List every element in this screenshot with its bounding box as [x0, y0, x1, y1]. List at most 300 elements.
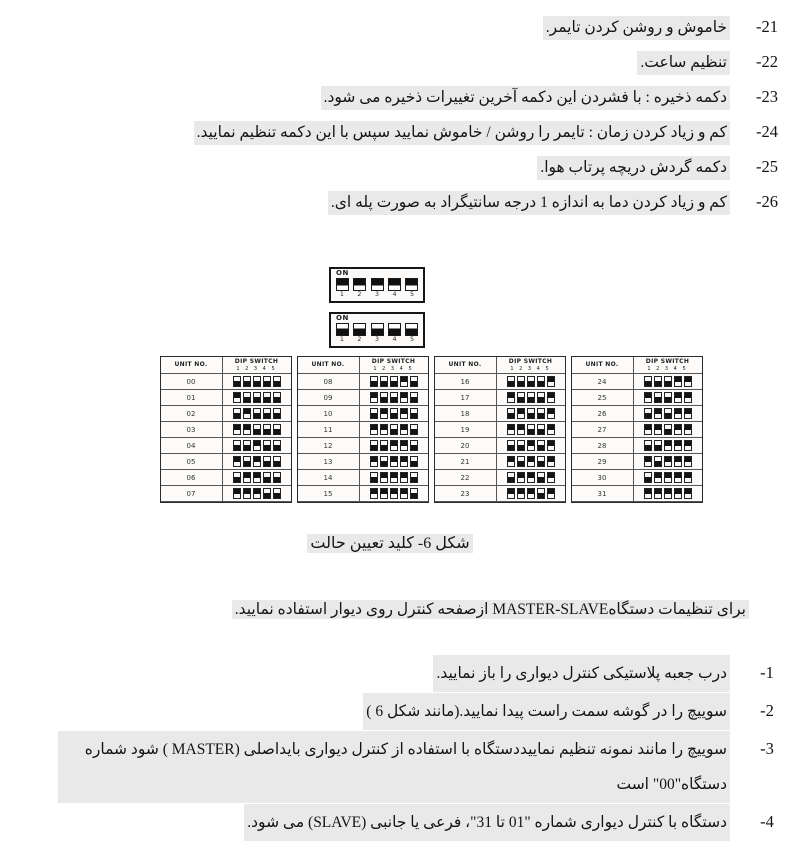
item-number: -26	[756, 192, 778, 211]
dip-mini-switch-off-icon	[263, 424, 271, 435]
table-group	[297, 356, 429, 503]
dip-mini-switch-on-icon	[390, 488, 398, 499]
unit-cell: 10	[298, 406, 360, 422]
dip-switch-pin-labels: 1 2 3 4 5	[647, 365, 688, 372]
dip-cell	[360, 390, 428, 406]
dip-mini-switch-off-icon	[517, 440, 525, 451]
dip-mini-switch-off-icon	[537, 376, 545, 387]
pin-number: 3	[375, 291, 379, 298]
dip-mini-switch-on-icon	[527, 456, 535, 467]
unit-cell: 23	[435, 486, 497, 502]
dip-cell	[497, 406, 565, 422]
item-text: سوییچ را مانند نمونه تنظیم نماییددستگاه با استفاده از کنترل دیواری بایداصلی (MASTER ) شود شماره دستگاه"00" است	[58, 731, 730, 803]
dip-cell	[223, 406, 291, 422]
item-text: خاموش و روشن کردن تایمر.	[543, 16, 730, 40]
dip-switch-header	[223, 357, 291, 374]
dip-mini-switch-on-icon	[547, 424, 555, 435]
dip-mini-switch-off-icon	[390, 392, 398, 403]
dip-mini-switch-on-icon	[507, 392, 515, 403]
dip-cell	[223, 470, 291, 486]
dip-cell	[497, 422, 565, 438]
dip-mini-switch-on-icon	[527, 488, 535, 499]
dip-mini-switch-off-icon	[263, 488, 271, 499]
item-text: دکمه گردش دریچه پرتاب هوا.	[537, 156, 730, 180]
dip-mini-switch-off-icon	[380, 456, 388, 467]
dip-cell	[497, 454, 565, 470]
dip-switch-pin-labels: 1 2 3 4 5	[510, 365, 551, 372]
unit-cell: 20	[435, 438, 497, 454]
dip-cell	[360, 454, 428, 470]
dip-switch-down-icon	[336, 323, 349, 336]
dip-table	[160, 356, 703, 503]
dip-mini-switch-on-icon	[370, 488, 378, 499]
unit-cell: 07	[161, 486, 223, 502]
dip-mini-switch-off-icon	[410, 392, 418, 403]
dip-mini-switch-off-icon	[243, 376, 251, 387]
dip-mini-switch-off-icon	[273, 424, 281, 435]
dip-mini-switch-on-icon	[233, 392, 241, 403]
dip-mini-switch-on-icon	[547, 392, 555, 403]
dip-mini-switch-on-icon	[644, 488, 652, 499]
item-number: -2	[760, 701, 774, 720]
list-item	[55, 121, 790, 145]
dip-switch-down-icon	[405, 323, 418, 336]
unit-cell: 25	[572, 390, 634, 406]
dip-mini-switch-off-icon	[517, 456, 525, 467]
dip-cell	[360, 374, 428, 390]
dip-mini-switch-on-icon	[547, 488, 555, 499]
pin-numbers	[336, 292, 418, 298]
unit-cell: 04	[161, 438, 223, 454]
dip-cell	[634, 406, 702, 422]
dip-cell	[360, 406, 428, 422]
bottom-list	[0, 655, 802, 841]
dip-switch-header-text: DIP SWITCH	[371, 357, 416, 365]
dip-mini-switch-on-icon	[253, 440, 261, 451]
list-item	[58, 655, 790, 692]
item-number: -4	[760, 812, 774, 831]
dip-mini-switch-off-icon	[644, 408, 652, 419]
dip-mini-switch-off-icon	[263, 456, 271, 467]
dip-switch-down-icon	[353, 323, 366, 336]
dip-mini-switch-on-icon	[507, 424, 515, 435]
dip-mini-switch-on-icon	[527, 472, 535, 483]
dip-mini-switch-off-icon	[644, 472, 652, 483]
pin-number: 5	[410, 291, 414, 298]
dip-mini-switch-off-icon	[410, 472, 418, 483]
dip-mini-switch-off-icon	[263, 472, 271, 483]
dip-cell	[223, 422, 291, 438]
dip-mini-switch-on-icon	[390, 472, 398, 483]
dip-mini-switch-on-icon	[400, 424, 408, 435]
item-number: -25	[756, 157, 778, 176]
dip-mini-switch-on-icon	[654, 424, 662, 435]
dip-mini-switch-on-icon	[674, 392, 682, 403]
dip-switch-pin-labels: 1 2 3 4 5	[373, 365, 414, 372]
pin-number: 4	[392, 336, 397, 343]
dip-demo-block	[329, 312, 425, 348]
unit-cell: 14	[298, 470, 360, 486]
dip-mini-switch-off-icon	[380, 440, 388, 451]
dip-switch-header	[634, 357, 702, 374]
dip-mini-switch-on-icon	[380, 424, 388, 435]
dip-mini-switch-off-icon	[380, 376, 388, 387]
dip-mini-switch-on-icon	[547, 440, 555, 451]
dip-mini-switch-off-icon	[654, 376, 662, 387]
item-text: درب جعبه پلاستیکی کنترل دیواری را باز نمایید.	[433, 655, 730, 692]
pin-number: 1	[340, 336, 344, 343]
dip-mini-switch-off-icon	[253, 376, 261, 387]
pin-number: 3	[375, 336, 379, 343]
dip-mini-switch-on-icon	[547, 472, 555, 483]
dip-mini-switch-on-icon	[517, 424, 525, 435]
unit-cell: 15	[298, 486, 360, 502]
unit-cell: 30	[572, 470, 634, 486]
unit-cell: 00	[161, 374, 223, 390]
dip-mini-switch-on-icon	[400, 408, 408, 419]
dip-mini-switch-on-icon	[674, 456, 682, 467]
dip-mini-switch-off-icon	[527, 424, 535, 435]
dip-mini-switch-off-icon	[370, 472, 378, 483]
dip-switch-row	[336, 278, 418, 291]
dip-mini-switch-on-icon	[243, 488, 251, 499]
dip-mini-switch-on-icon	[507, 456, 515, 467]
unit-cell: 02	[161, 406, 223, 422]
list-item	[55, 51, 790, 75]
item-text: تنظیم ساعت.	[637, 51, 730, 75]
dip-mini-switch-on-icon	[644, 456, 652, 467]
dip-cell	[223, 486, 291, 502]
dip-mini-switch-off-icon	[273, 472, 281, 483]
dip-cell	[360, 438, 428, 454]
dip-mini-switch-off-icon	[410, 376, 418, 387]
dip-mini-switch-on-icon	[517, 408, 525, 419]
list-item	[58, 804, 790, 841]
unit-cell: 18	[435, 406, 497, 422]
dip-mini-switch-on-icon	[674, 376, 682, 387]
dip-mini-switch-off-icon	[273, 376, 281, 387]
dip-mini-switch-on-icon	[654, 488, 662, 499]
dip-mini-switch-on-icon	[654, 408, 662, 419]
dip-mini-switch-off-icon	[380, 392, 388, 403]
dip-mini-switch-on-icon	[674, 408, 682, 419]
dip-switch-header-text: DIP SWITCH	[234, 357, 279, 365]
dip-mini-switch-on-icon	[233, 456, 241, 467]
unit-cell: 01	[161, 390, 223, 406]
dip-mini-switch-off-icon	[644, 376, 652, 387]
dip-mini-switch-on-icon	[253, 488, 261, 499]
unit-cell: 31	[572, 486, 634, 502]
dip-mini-switch-on-icon	[380, 488, 388, 499]
dip-mini-switch-off-icon	[654, 456, 662, 467]
dip-switch-up-icon	[353, 278, 366, 291]
dip-mini-switch-off-icon	[517, 376, 525, 387]
dip-demos	[329, 267, 425, 348]
dip-mini-switch-off-icon	[243, 456, 251, 467]
dip-mini-switch-on-icon	[684, 392, 692, 403]
dip-mini-switch-off-icon	[410, 440, 418, 451]
dip-mini-switch-off-icon	[537, 440, 545, 451]
dip-switch-up-icon	[336, 278, 349, 291]
master-slave-note	[0, 599, 802, 621]
dip-mini-switch-off-icon	[537, 392, 545, 403]
dip-mini-switch-on-icon	[400, 488, 408, 499]
dip-mini-switch-on-icon	[547, 456, 555, 467]
dip-mini-switch-on-icon	[370, 456, 378, 467]
dip-mini-switch-on-icon	[547, 376, 555, 387]
dip-mini-switch-off-icon	[527, 408, 535, 419]
unit-cell: 08	[298, 374, 360, 390]
dip-mini-switch-on-icon	[684, 408, 692, 419]
unit-no-header: UNIT NO.	[572, 357, 634, 374]
item-text: دکمه ذخیره : با فشردن این دکمه آخرین تغییرات ذخیره می شود.	[321, 86, 730, 110]
dip-cell	[360, 486, 428, 502]
item-number: -22	[756, 52, 778, 71]
unit-cell: 26	[572, 406, 634, 422]
dip-mini-switch-on-icon	[684, 472, 692, 483]
pin-number: 5	[410, 336, 414, 343]
dip-cell	[360, 470, 428, 486]
dip-mini-switch-on-icon	[400, 392, 408, 403]
dip-mini-switch-off-icon	[263, 392, 271, 403]
unit-cell: 17	[435, 390, 497, 406]
dip-mini-switch-on-icon	[400, 456, 408, 467]
unit-cell: 27	[572, 422, 634, 438]
dip-mini-switch-on-icon	[684, 456, 692, 467]
dip-mini-switch-on-icon	[243, 408, 251, 419]
item-number: -21	[756, 17, 778, 36]
dip-mini-switch-off-icon	[507, 376, 515, 387]
dip-mini-switch-on-icon	[253, 472, 261, 483]
dip-mini-switch-on-icon	[664, 472, 672, 483]
dip-mini-switch-off-icon	[654, 440, 662, 451]
dip-mini-switch-off-icon	[273, 408, 281, 419]
unit-cell: 19	[435, 422, 497, 438]
dip-switch-header-text: DIP SWITCH	[645, 357, 690, 365]
unit-cell: 24	[572, 374, 634, 390]
dip-cell	[223, 374, 291, 390]
dip-mini-switch-off-icon	[664, 392, 672, 403]
unit-cell: 28	[572, 438, 634, 454]
dip-mini-switch-on-icon	[684, 488, 692, 499]
dip-mini-switch-on-icon	[380, 472, 388, 483]
dip-mini-switch-on-icon	[517, 472, 525, 483]
unit-cell: 12	[298, 438, 360, 454]
pin-numbers	[336, 337, 418, 343]
unit-cell: 22	[435, 470, 497, 486]
list-item	[55, 191, 790, 215]
dip-mini-switch-off-icon	[370, 440, 378, 451]
dip-switch-header	[497, 357, 565, 374]
item-number: -23	[756, 87, 778, 106]
dip-mini-switch-off-icon	[654, 392, 662, 403]
dip-mini-switch-off-icon	[507, 472, 515, 483]
dip-mini-switch-off-icon	[644, 440, 652, 451]
list-item	[55, 156, 790, 180]
dip-mini-switch-off-icon	[273, 456, 281, 467]
dip-mini-switch-on-icon	[370, 392, 378, 403]
dip-cell	[634, 454, 702, 470]
pin-number: 2	[357, 291, 362, 298]
dip-mini-switch-on-icon	[674, 472, 682, 483]
dip-cell	[497, 486, 565, 502]
dip-mini-switch-off-icon	[527, 392, 535, 403]
dip-mini-switch-off-icon	[507, 408, 515, 419]
table-group	[571, 356, 703, 503]
dip-mini-switch-on-icon	[674, 424, 682, 435]
top-list	[0, 16, 802, 215]
master-slave-note-text: برای تنظیمات دستگاهMASTER-SLAVE ازصفحه کنترل روی دیوار استفاده نمایید.	[232, 600, 749, 619]
pin-number: 1	[340, 291, 344, 298]
dip-demo-block	[329, 267, 425, 303]
dip-switch-figure	[0, 267, 802, 503]
dip-mini-switch-off-icon	[537, 488, 545, 499]
dip-mini-switch-off-icon	[527, 376, 535, 387]
dip-cell	[634, 422, 702, 438]
dip-mini-switch-off-icon	[273, 440, 281, 451]
dip-mini-switch-on-icon	[243, 424, 251, 435]
dip-mini-switch-on-icon	[664, 488, 672, 499]
dip-cell	[223, 438, 291, 454]
dip-mini-switch-off-icon	[243, 392, 251, 403]
dip-mini-switch-off-icon	[537, 424, 545, 435]
dip-mini-switch-on-icon	[684, 424, 692, 435]
dip-cell	[497, 438, 565, 454]
dip-mini-switch-off-icon	[253, 392, 261, 403]
dip-mini-switch-off-icon	[273, 392, 281, 403]
dip-mini-switch-off-icon	[273, 488, 281, 499]
dip-mini-switch-on-icon	[517, 488, 525, 499]
dip-mini-switch-off-icon	[537, 456, 545, 467]
dip-mini-switch-on-icon	[644, 392, 652, 403]
list-item	[55, 86, 790, 110]
dip-mini-switch-on-icon	[243, 472, 251, 483]
dip-mini-switch-off-icon	[370, 408, 378, 419]
item-text: کم و زیاد کردن دما به اندازه 1 درجه سانتیگراد به صورت پله ای.	[328, 191, 730, 215]
dip-mini-switch-on-icon	[380, 408, 388, 419]
dip-mini-switch-on-icon	[370, 424, 378, 435]
item-text: دستگاه با کنترل دیواری شماره "01 تا 31"، فرعی یا جانبی (SLAVE) می شود.	[244, 804, 730, 841]
dip-mini-switch-on-icon	[684, 376, 692, 387]
table-group	[160, 356, 292, 503]
unit-cell: 03	[161, 422, 223, 438]
item-text: کم و زیاد کردن زمان : تایمر را روشن / خاموش نمایید سپس با این دکمه تنظیم نمایید.	[194, 121, 730, 145]
figure-caption	[0, 533, 791, 553]
unit-no-header: UNIT NO.	[298, 357, 360, 374]
dip-mini-switch-on-icon	[654, 472, 662, 483]
dip-mini-switch-off-icon	[517, 392, 525, 403]
dip-switch-down-icon	[388, 323, 401, 336]
list-item	[58, 693, 790, 730]
dip-mini-switch-on-icon	[400, 376, 408, 387]
dip-switch-down-icon	[371, 323, 384, 336]
dip-mini-switch-off-icon	[410, 424, 418, 435]
item-text: سوییچ را در گوشه سمت راست پیدا نمایید.(مانند شکل 6 )	[363, 693, 730, 730]
dip-mini-switch-on-icon	[233, 488, 241, 499]
unit-cell: 06	[161, 470, 223, 486]
dip-cell	[634, 390, 702, 406]
item-number: -1	[760, 663, 774, 682]
unit-no-header: UNIT NO.	[435, 357, 497, 374]
dip-cell	[634, 438, 702, 454]
unit-no-header: UNIT NO.	[161, 357, 223, 374]
dip-mini-switch-off-icon	[253, 424, 261, 435]
pin-number: 2	[357, 336, 362, 343]
dip-mini-switch-on-icon	[644, 424, 652, 435]
dip-cell	[360, 422, 428, 438]
dip-mini-switch-off-icon	[370, 376, 378, 387]
dip-mini-switch-off-icon	[537, 408, 545, 419]
dip-mini-switch-off-icon	[664, 376, 672, 387]
dip-mini-switch-on-icon	[527, 440, 535, 451]
unit-cell: 05	[161, 454, 223, 470]
dip-switch-up-icon	[405, 278, 418, 291]
dip-mini-switch-off-icon	[410, 456, 418, 467]
dip-mini-switch-off-icon	[664, 424, 672, 435]
dip-mini-switch-on-icon	[547, 408, 555, 419]
dip-mini-switch-off-icon	[243, 440, 251, 451]
dip-switch-up-icon	[388, 278, 401, 291]
dip-cell	[634, 470, 702, 486]
dip-mini-switch-off-icon	[537, 472, 545, 483]
dip-mini-switch-on-icon	[507, 488, 515, 499]
dip-mini-switch-on-icon	[400, 440, 408, 451]
dip-mini-switch-off-icon	[263, 376, 271, 387]
dip-mini-switch-on-icon	[390, 440, 398, 451]
unit-cell: 11	[298, 422, 360, 438]
unit-cell: 29	[572, 454, 634, 470]
dip-mini-switch-off-icon	[507, 440, 515, 451]
unit-cell: 21	[435, 454, 497, 470]
dip-mini-switch-off-icon	[233, 440, 241, 451]
unit-cell: 16	[435, 374, 497, 390]
dip-mini-switch-on-icon	[684, 440, 692, 451]
dip-mini-switch-off-icon	[233, 408, 241, 419]
dip-cell	[223, 454, 291, 470]
list-item	[58, 731, 790, 803]
dip-mini-switch-off-icon	[664, 408, 672, 419]
dip-mini-switch-on-icon	[664, 440, 672, 451]
dip-mini-switch-off-icon	[233, 472, 241, 483]
dip-mini-switch-off-icon	[390, 424, 398, 435]
dip-mini-switch-on-icon	[253, 456, 261, 467]
dip-switch-header	[360, 357, 428, 374]
dip-mini-switch-off-icon	[263, 440, 271, 451]
dip-cell	[634, 486, 702, 502]
dip-switch-row	[336, 323, 418, 336]
dip-switch-pin-labels: 1 2 3 4 5	[236, 365, 277, 372]
dip-mini-switch-on-icon	[674, 440, 682, 451]
dip-mini-switch-on-icon	[390, 456, 398, 467]
item-number: -24	[756, 122, 778, 141]
dip-mini-switch-off-icon	[410, 488, 418, 499]
dip-mini-switch-off-icon	[390, 408, 398, 419]
dip-mini-switch-off-icon	[410, 408, 418, 419]
unit-cell: 13	[298, 454, 360, 470]
dip-mini-switch-on-icon	[400, 472, 408, 483]
pin-number: 4	[392, 291, 397, 298]
dip-mini-switch-on-icon	[674, 488, 682, 499]
dip-cell	[634, 374, 702, 390]
figure-caption-text: شکل 6- کلید تعیین حالت	[307, 534, 472, 553]
dip-cell	[497, 470, 565, 486]
dip-mini-switch-off-icon	[253, 408, 261, 419]
table-group	[434, 356, 566, 503]
dip-switch-header-text: DIP SWITCH	[508, 357, 553, 365]
list-item	[55, 16, 790, 40]
unit-cell: 09	[298, 390, 360, 406]
dip-cell	[223, 390, 291, 406]
